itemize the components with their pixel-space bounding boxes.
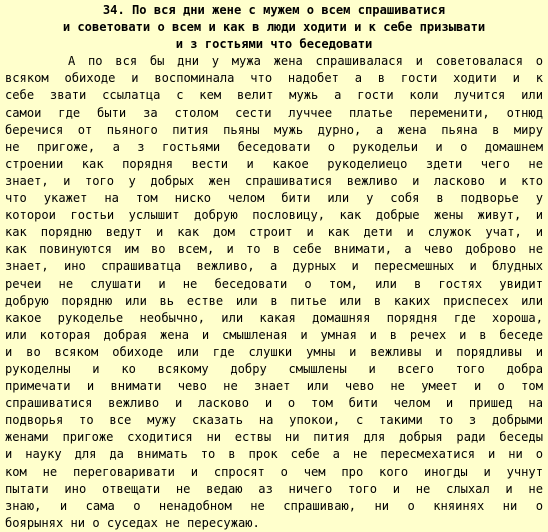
- chapter-heading: [5, 2, 543, 53]
- text-line: беречися от пьяного пития пьяны мужь дурно, а жена пьяна в миру: [5, 122, 543, 137]
- text-line: строении как порядня вести и какое рукоделиецо здети чего не: [5, 156, 543, 171]
- text-line: как порядню ведут и как дом строит и как дети и служок учат, и: [5, 225, 543, 240]
- text-line: или которая добрая жена и смышленая и умная и в речех и в беседе: [5, 327, 543, 342]
- text-line: знает, ино спрашиватца вежливо, а дурных и пересмешных и блудных: [5, 259, 543, 274]
- heading-line: и з гостьями что беседовати: [175, 37, 373, 52]
- text-line: знаю, и сама о ненадобном не спрашиваю, ни о княинях ни о: [5, 498, 543, 513]
- text-line: как повинуются им во всем, и то в себе внимати, а чево доброво не: [5, 242, 543, 257]
- text-line: и во всяком обиходе или где слушки умны и вежливы и порядливы и: [5, 344, 543, 359]
- text-line: ком не переговаривати и спросят о чем про кого иногды и учнут: [5, 464, 543, 479]
- text-line: что укажет на том ниско челом бити или у собя в подворье у: [5, 191, 543, 206]
- text-line: примечати и внимати чево не знает или чево не умеет и о том: [5, 379, 543, 394]
- text-line: которои гостьи услышит добрую пословицу, как добрые жены живут, и: [5, 208, 543, 223]
- text-line: не пригоже, а з гостьями беседовати о рукодельи и о домашнем: [5, 139, 543, 154]
- text-line: А по вся бы дни у мужа жена спрашивалася и советовалася о: [68, 54, 543, 69]
- text-line: речеи не слушати и не беседовати о том, или в гостях увидит: [5, 276, 543, 291]
- text-line: добрую порядню или вь естве или в питье или в каких приспесех или: [5, 293, 543, 308]
- heading-line: 34. По вся дни жене с мужем о всем спрашиватися: [102, 3, 446, 17]
- text-line: женами пригоже сходитися ни ествы ни пития для добрыя ради беседы: [5, 430, 543, 445]
- text-line: подворья то все мужу сказать на упокои, с такими то з добрыми: [5, 413, 543, 428]
- text-line: и науку для да внимать то в прок себе а не пересмехатися и ни о: [5, 447, 543, 462]
- text-line: рукоделны и ко всякому добру смышлены и всего того добра: [5, 361, 543, 376]
- text-line: знает, и того у добрых жен спрашиватися вежливо и ласково и кто: [5, 173, 543, 188]
- text-line: спрашиватися вежливо и ласково и о том бити челом и пришед на: [5, 396, 543, 411]
- text-line: всяком обиходе и воспоминала что надобет а в гости ходити и к: [5, 71, 543, 86]
- text-line: себе звати ссылатца с кем велит мужь а гости коли лучится или: [5, 88, 543, 103]
- text-line: самои где быти за столом сести луччее платье переменити, отнюд: [5, 105, 543, 120]
- chapter-text: [5, 53, 543, 532]
- text-line: какое рукоделье необычно, или какая домашняя порядня где хороша,: [5, 310, 543, 325]
- text-line: пытати ино отвещати не ведаю аз ничего того и не слыхал и не: [5, 481, 543, 496]
- heading-line: и советовати о всем и как в люди ходити и к себе призывати: [62, 20, 486, 35]
- text-line: боярынях ни о суседах не пересужаю.: [5, 515, 260, 530]
